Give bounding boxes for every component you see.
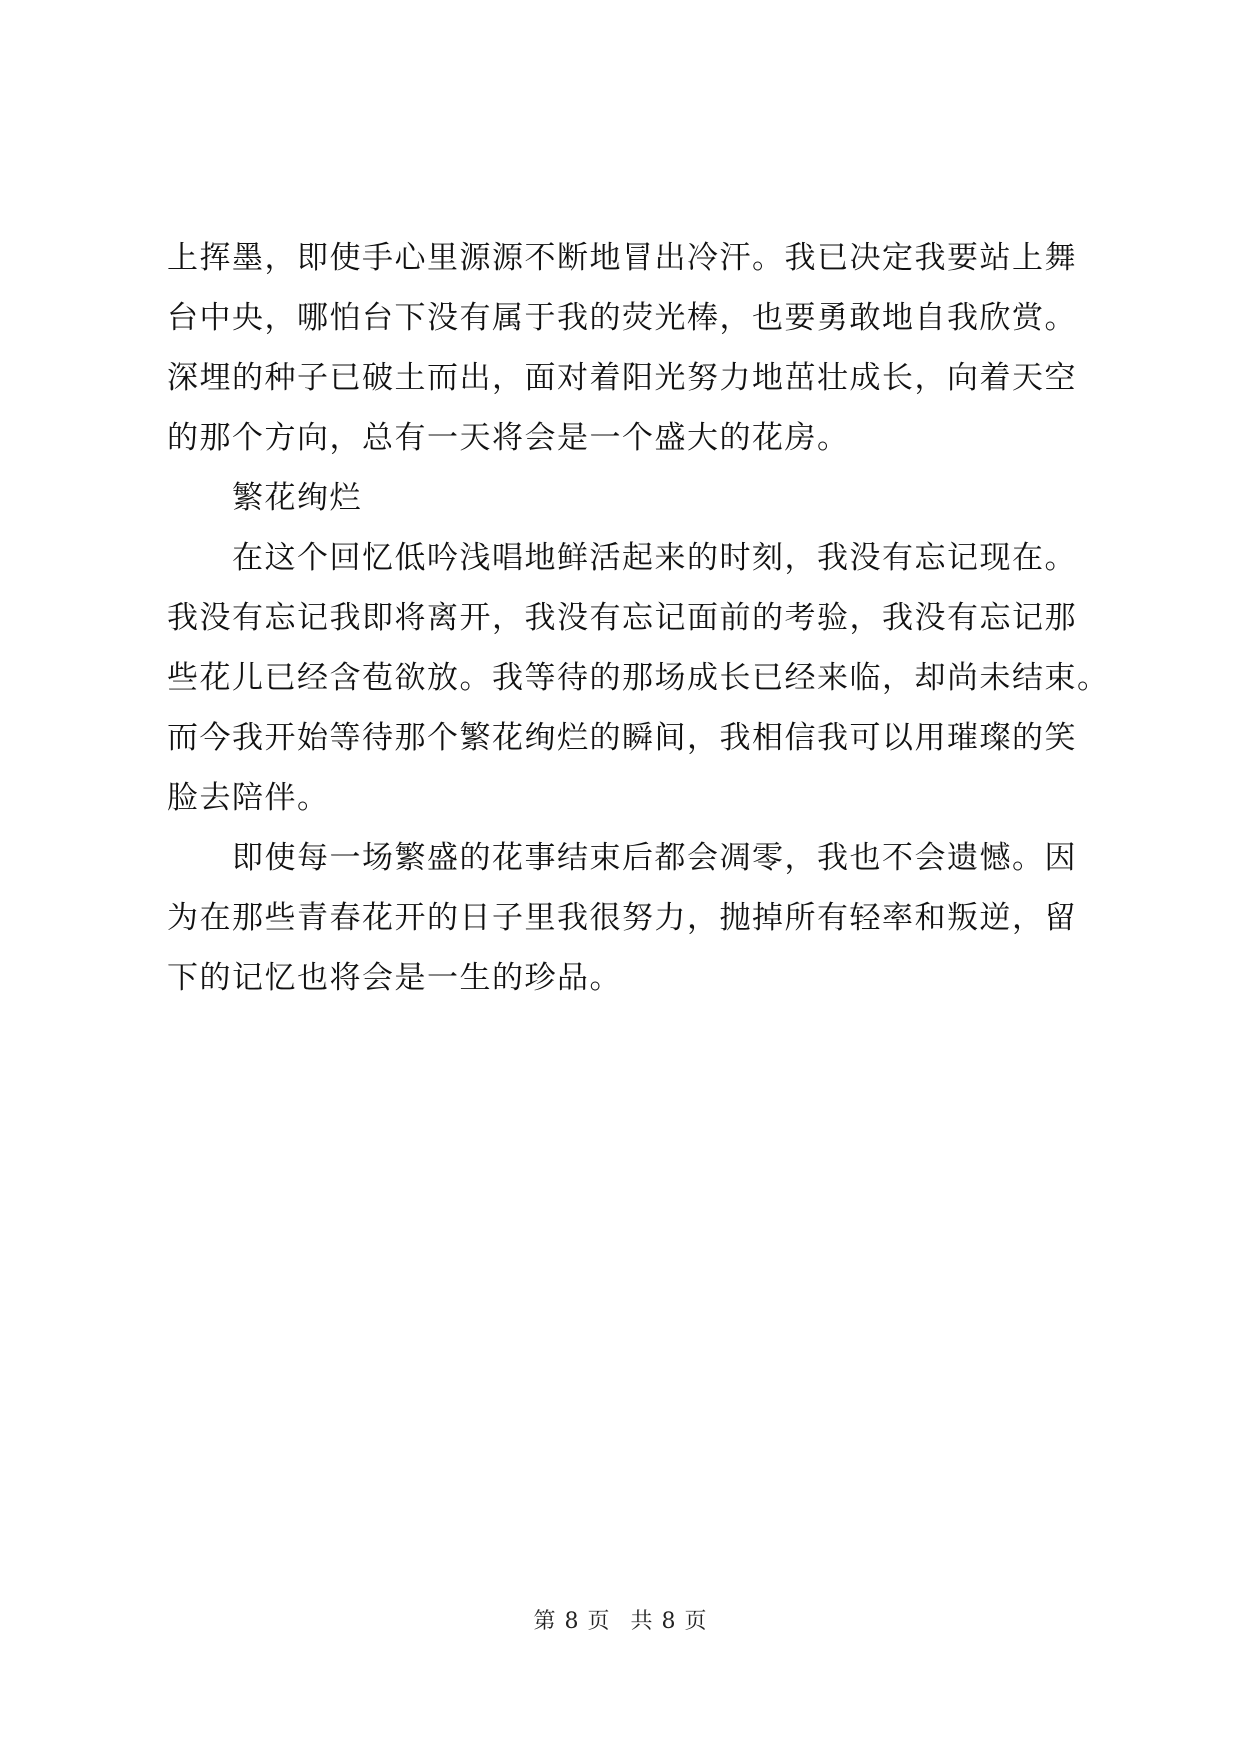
text-line: 我没有忘记我即将离开，我没有忘记面前的考验，我没有忘记那 bbox=[167, 600, 1077, 636]
page-total: 共 8 页 bbox=[630, 1609, 708, 1634]
text-line: 些花儿已经含苞欲放。我等待的那场成长已经来临，却尚未结束。 bbox=[167, 660, 1110, 696]
text-line: 为在那些青春花开的日子里我很努力，抛掉所有轻率和叛逆，留 bbox=[167, 900, 1077, 936]
text-line: 的那个方向，总有一天将会是一个盛大的花房。 bbox=[167, 420, 850, 456]
text-line: 脸去陪伴。 bbox=[167, 780, 330, 816]
text-line: 下的记忆也将会是一生的珍品。 bbox=[167, 960, 622, 996]
document-body bbox=[167, 228, 1110, 1008]
text-line: 而今我开始等待那个繁花绚烂的瞬间，我相信我可以用璀璨的笑 bbox=[167, 720, 1077, 756]
paragraph-3 bbox=[167, 828, 1087, 1008]
text-line: 在这个回忆低吟浅唱地鲜活起来的时刻，我没有忘记现在。 bbox=[232, 540, 1077, 576]
text-line: 台中央，哪怕台下没有属于我的荧光棒，也要勇敢地自我欣赏。 bbox=[167, 300, 1077, 336]
text-line: 即使每一场繁盛的花事结束后都会凋零，我也不会遗憾。因 bbox=[232, 840, 1077, 876]
page-footer bbox=[0, 1604, 1241, 1635]
section-heading bbox=[167, 468, 1087, 528]
paragraph-2 bbox=[167, 528, 1110, 828]
paragraph-1 bbox=[167, 228, 1087, 468]
text-line: 上挥墨，即使手心里源源不断地冒出冷汗。我已决定我要站上舞 bbox=[167, 240, 1077, 276]
text-line: 深埋的种子已破土而出，面对着阳光努力地茁壮成长，向着天空 bbox=[167, 360, 1077, 396]
page-number: 第 8 页 bbox=[533, 1609, 611, 1634]
heading-text: 繁花绚烂 bbox=[232, 480, 362, 516]
